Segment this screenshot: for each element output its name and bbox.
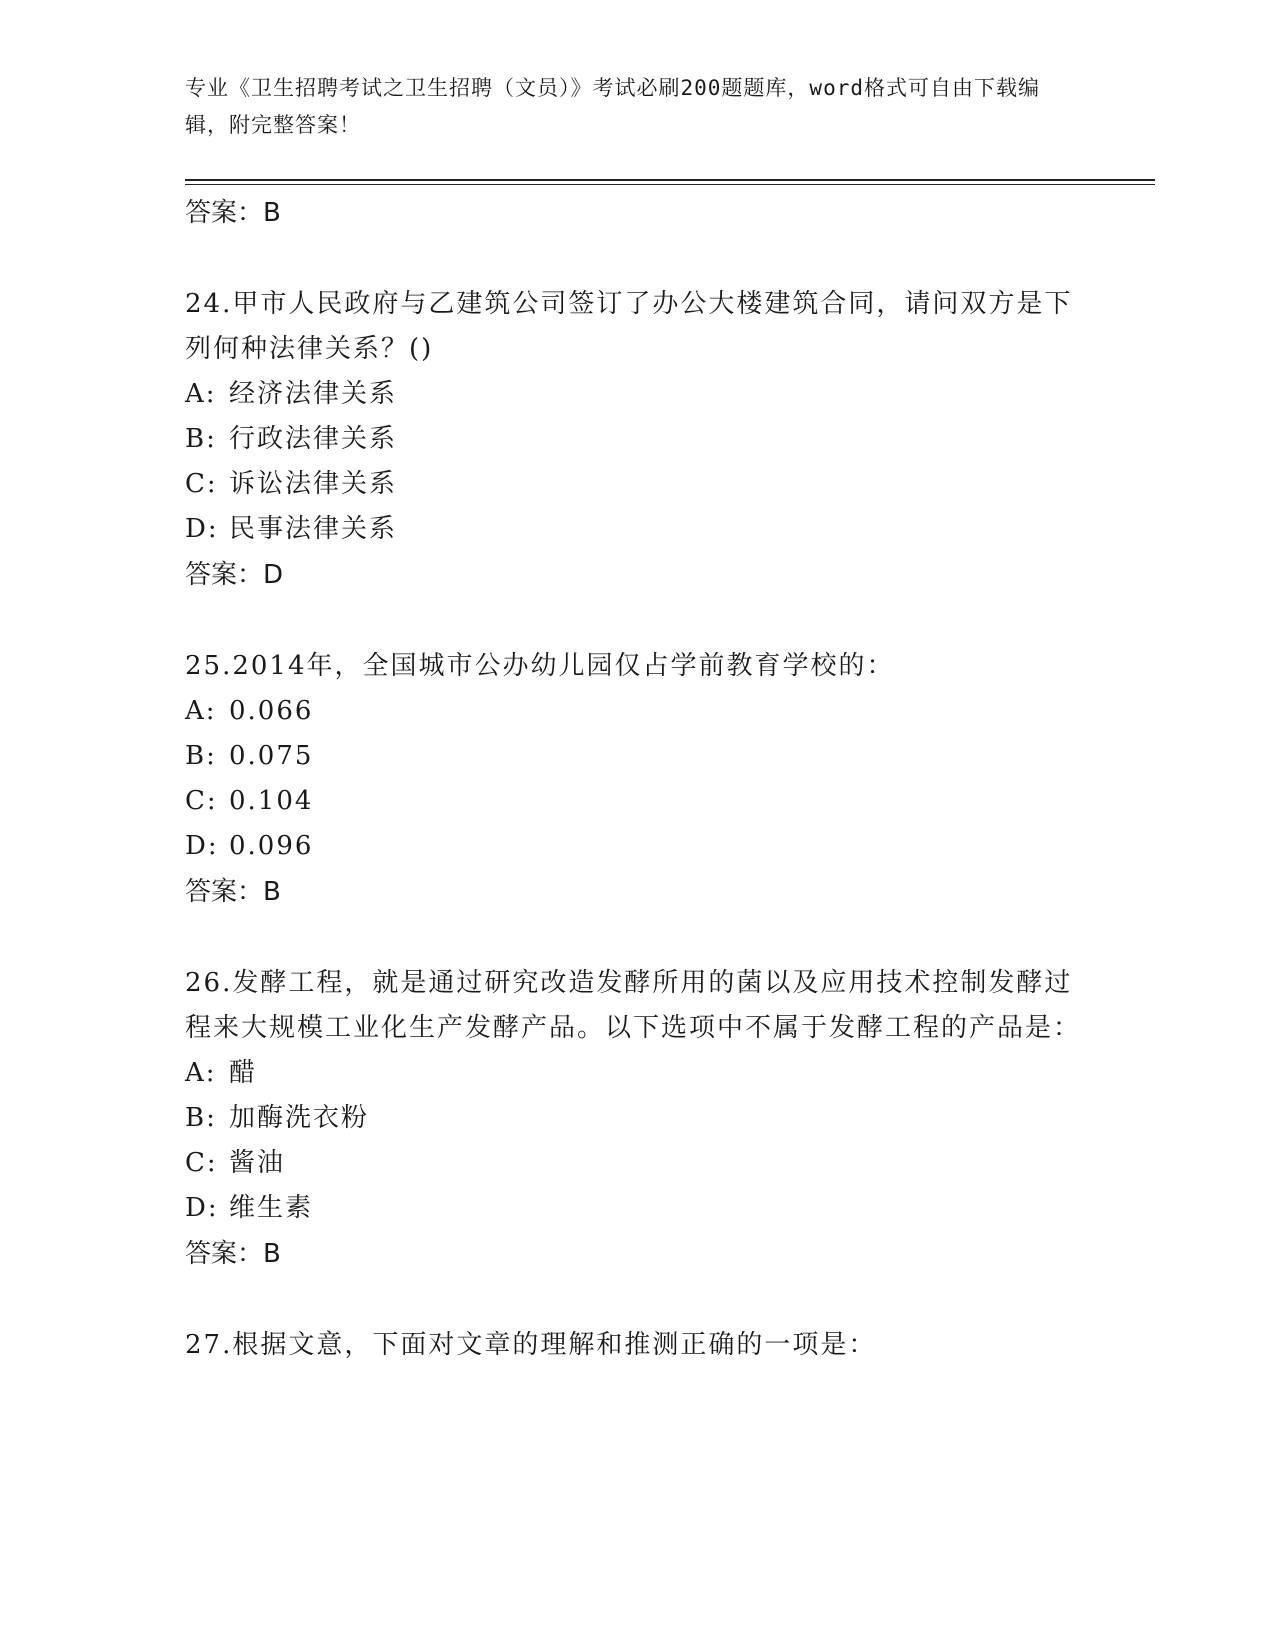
option-text: 民事法律关系 (229, 514, 398, 544)
question-text: 27.根据文意，下面对文章的理解和推测正确的一项是： (185, 1330, 877, 1360)
answer-26: 答案：B (185, 1239, 281, 1269)
option-text: 0.104 (229, 786, 314, 816)
header-rule-thin (185, 184, 1155, 185)
option-c (185, 1141, 1085, 1186)
option-a (185, 689, 1085, 734)
option-letter: D: (185, 514, 219, 544)
option-a (185, 1051, 1085, 1096)
question-text: 25.2014年，全国城市公办幼儿园仅占学前教育学校的： (185, 651, 895, 681)
option-letter: A: (185, 379, 217, 409)
option-text: 酱油 (229, 1148, 286, 1178)
answer-25: 答案：B (185, 877, 281, 907)
option-text: 0.075 (229, 741, 314, 771)
option-text: 醋 (229, 1058, 258, 1088)
option-letter: A: (185, 696, 217, 726)
option-letter: D: (185, 1193, 219, 1223)
option-text: 行政法律关系 (229, 424, 398, 454)
option-text: 0.066 (229, 696, 314, 726)
question-list (185, 190, 1085, 1368)
option-b (185, 1096, 1085, 1141)
option-b (185, 734, 1085, 779)
option-letter: A: (185, 1058, 217, 1088)
option-letter: B: (185, 424, 217, 454)
answer-23: 答案：B (185, 198, 281, 228)
option-text: 经济法律关系 (229, 379, 398, 409)
option-text: 维生素 (229, 1193, 314, 1223)
option-letter: C: (185, 1148, 218, 1178)
option-letter: B: (185, 741, 217, 771)
option-text: 诉讼法律关系 (229, 469, 398, 499)
document-header: 专业《卫生招聘考试之卫生招聘（文员）》考试必刷200题题库，word格式可自由下载编辑，附完整答案！ (185, 76, 1040, 137)
option-a (185, 372, 1085, 417)
option-c (185, 779, 1085, 824)
option-letter: C: (185, 469, 218, 499)
option-d (185, 1186, 1085, 1231)
option-d (185, 507, 1085, 552)
question-text: 24.甲市人民政府与乙建筑公司签订了办公大楼建筑合同，请问双方是下列何种法律关系？() (185, 289, 1073, 364)
option-b (185, 417, 1085, 462)
question-27 (185, 1323, 1085, 1368)
header-rule-thick (185, 179, 1155, 181)
option-letter: C: (185, 786, 218, 816)
option-text: 加酶洗衣粉 (229, 1103, 370, 1133)
question-25 (185, 644, 1085, 915)
option-letter: B: (185, 1103, 217, 1133)
option-text: 0.096 (229, 831, 314, 861)
question-26 (185, 961, 1085, 1277)
option-letter: D: (185, 831, 219, 861)
option-c (185, 462, 1085, 507)
question-24 (185, 282, 1085, 598)
question-text: 26.发酵工程，就是通过研究改造发酵所用的菌以及应用技术控制发酵过程来大规模工业化生产发酵产品。以下选项中不属于发酵工程的产品是： (185, 968, 1082, 1043)
option-d (185, 824, 1085, 869)
answer-24: 答案：D (185, 560, 284, 590)
